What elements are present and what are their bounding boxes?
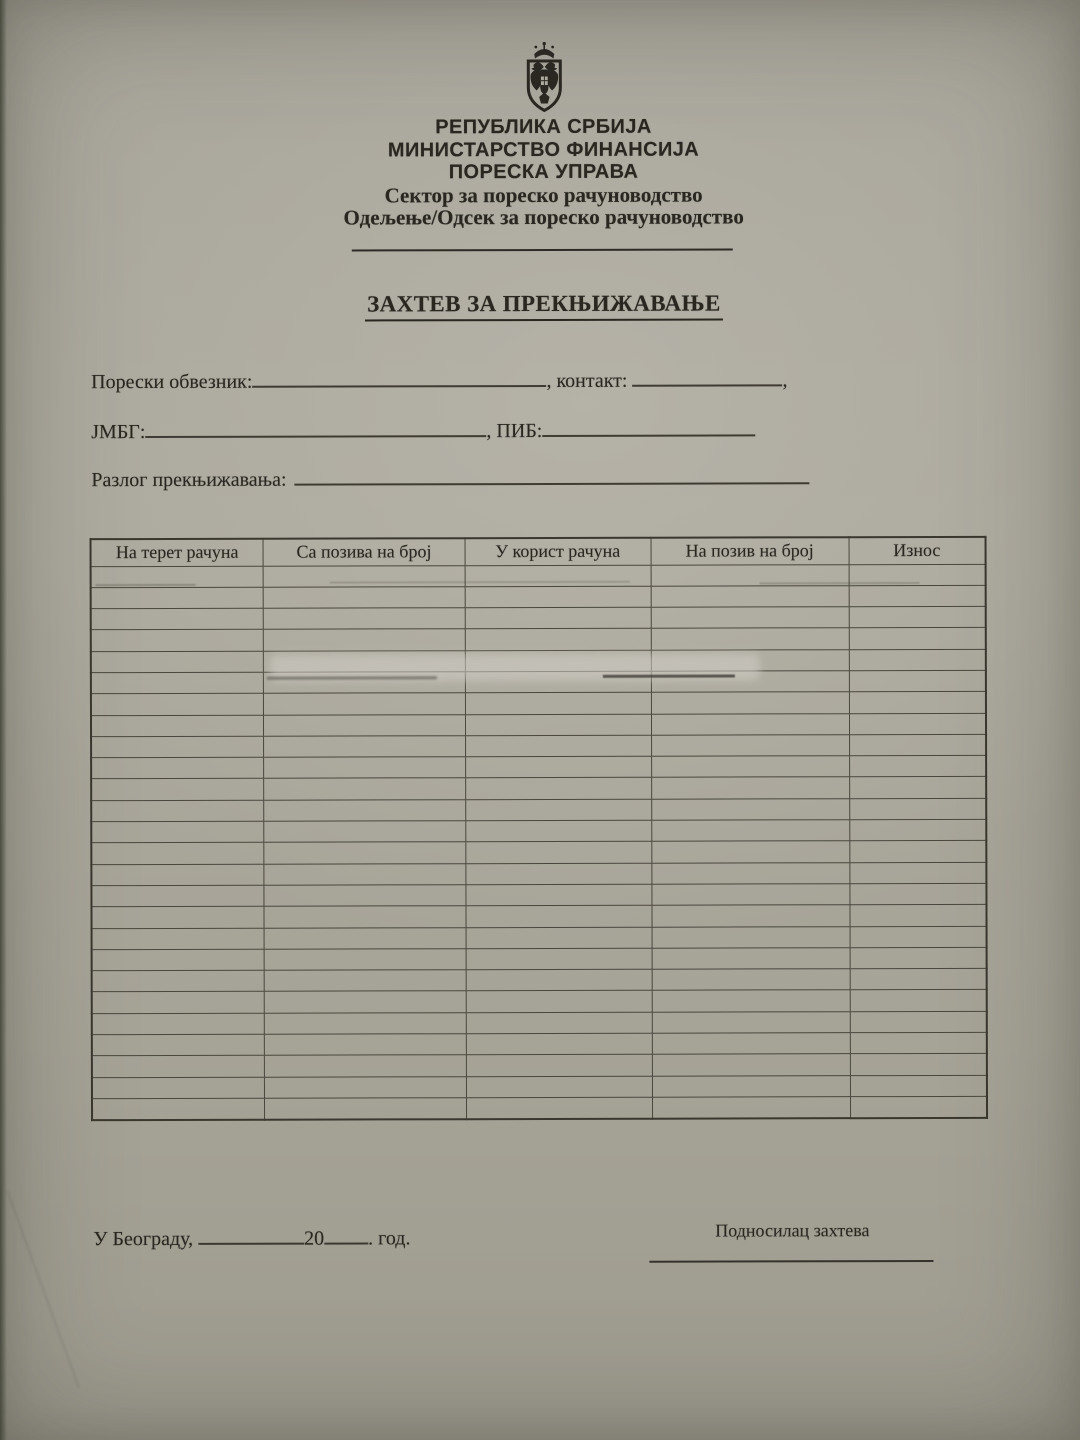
table-cell-empty (265, 1055, 466, 1077)
contact-blank-field (632, 366, 782, 386)
table-cell-empty (264, 970, 465, 992)
table-cell-empty (91, 757, 264, 779)
taxpayer-label: Порески обвезник: (91, 370, 253, 394)
table-cell-empty (849, 585, 986, 607)
table-cell-empty (465, 629, 651, 651)
table-cell-empty (651, 628, 849, 650)
table-cell-empty (91, 736, 264, 758)
table-cell-empty (264, 906, 465, 928)
table-cell-empty (849, 692, 986, 714)
table-cell-empty (849, 883, 986, 905)
table-cell-empty (651, 713, 849, 735)
table-row (92, 1011, 987, 1035)
table-cell-empty (849, 862, 986, 884)
table-cell-empty (652, 1075, 850, 1097)
table-cell-empty (466, 1055, 652, 1077)
table-row (91, 777, 986, 801)
table-cell-empty (850, 926, 987, 948)
table-cell-empty (465, 565, 651, 587)
table-cell-empty (91, 821, 264, 843)
table-cell-empty (265, 1012, 466, 1034)
table-cell-empty (850, 1011, 987, 1033)
table-row (92, 990, 987, 1014)
table-cell-empty (849, 777, 986, 799)
table-cell-empty (264, 991, 465, 1013)
table-cell-empty (652, 1054, 850, 1076)
form-title: ЗАХТЕВ ЗА ПРЕКЊИЖАВАЊЕ (365, 291, 723, 322)
rebooking-table (90, 536, 989, 1121)
table-cell-empty (92, 1013, 265, 1035)
table-cell-empty (466, 1076, 652, 1098)
table-cell-empty (465, 756, 651, 778)
table-cell-empty (651, 607, 849, 629)
table-cell-empty (92, 1034, 265, 1056)
reason-line (91, 464, 809, 492)
table-cell-empty (849, 841, 986, 863)
table-cell-empty (264, 842, 465, 864)
table-cell-empty (465, 586, 651, 608)
table-cell-empty (264, 863, 465, 885)
header-line-sector: Сектор за пореско рачуноводство (384, 182, 703, 208)
table-cell-empty (466, 1033, 652, 1055)
table-cell-empty (850, 947, 987, 969)
table-cell-empty (849, 713, 986, 735)
col-header-amount: Износ (849, 537, 986, 564)
table-cell-empty (264, 821, 465, 843)
table-cell-empty (92, 949, 265, 971)
table-row (91, 841, 986, 865)
jmbg-label: ЈМБГ: (91, 421, 146, 444)
table-cell-empty (92, 970, 265, 992)
year-blank-field (324, 1224, 368, 1244)
handwritten-mark (267, 676, 437, 679)
date-place-line (93, 1224, 410, 1251)
table-cell-empty (651, 735, 849, 757)
erased-pencil-mark (760, 582, 920, 584)
paper-left-edge (0, 0, 7, 1440)
table-cell-empty (466, 927, 652, 949)
table-cell-empty (652, 841, 850, 863)
table-cell-empty (652, 884, 850, 906)
table-cell-empty (850, 1032, 987, 1054)
table-cell-empty (465, 863, 651, 885)
serbian-coat-of-arms-icon (521, 40, 567, 116)
table-cell-empty (652, 969, 850, 991)
year-prefix: 20 (304, 1227, 325, 1250)
table-cell-empty (465, 799, 651, 821)
erased-pencil-mark (96, 584, 196, 586)
table-cell-empty (849, 798, 986, 820)
pib-blank-field (542, 416, 755, 437)
table-cell-empty (466, 884, 652, 906)
title-row (9, 290, 1079, 323)
table-cell-empty (850, 1096, 987, 1118)
table-cell-empty (849, 649, 986, 671)
table-cell-empty (465, 820, 651, 842)
table-cell-empty (264, 736, 465, 758)
table-cell-empty (265, 1098, 466, 1120)
table-cell-empty (91, 587, 264, 609)
table-cell-empty (850, 905, 987, 927)
table-row (92, 1075, 987, 1099)
table-cell-empty (850, 1054, 987, 1076)
reason-blank-field (295, 464, 810, 485)
table-cell-empty (849, 756, 986, 778)
table-cell-empty (91, 608, 264, 630)
table-cell-empty (651, 585, 849, 607)
table-cell-empty (652, 990, 850, 1012)
header-line-department: Одељење/Одсек за пореско рачуноводство (343, 204, 744, 230)
table-cell-empty (466, 969, 652, 991)
table-row (92, 947, 987, 971)
table-cell-empty (849, 734, 986, 756)
table-cell-empty (91, 630, 264, 652)
table-cell-empty (264, 778, 465, 800)
table-row (91, 883, 986, 907)
table-cell-empty (465, 692, 651, 714)
table-cell-empty (263, 608, 464, 630)
header-line-ministry: МИНИСТАРСТВО ФИНАНСИЈА (387, 138, 700, 162)
table-row (92, 1054, 987, 1078)
table-cell-empty (849, 819, 986, 841)
date-blank-field (198, 1225, 304, 1245)
table-cell-empty (264, 714, 465, 736)
table-cell-empty (466, 1012, 652, 1034)
col-header-debit-account: На терет рачуна (91, 539, 264, 566)
table-row (91, 862, 986, 886)
table-cell-empty (92, 928, 265, 950)
table-cell-empty (465, 714, 651, 736)
table-row (91, 798, 986, 822)
table-cell-empty (92, 1077, 265, 1099)
table-cell-empty (265, 1034, 466, 1056)
table-row (92, 1096, 987, 1120)
table-cell-empty (652, 862, 850, 884)
table-cell-empty (92, 992, 265, 1014)
table-cell-empty (264, 927, 465, 949)
table-row (91, 628, 986, 652)
table-cell-empty (92, 1098, 265, 1120)
table-cell-empty (651, 777, 849, 799)
table-header-row (91, 537, 986, 566)
year-suffix: . год. (368, 1227, 411, 1250)
submitter-label: Подносилац захтева (715, 1220, 870, 1241)
table-row (91, 819, 986, 843)
table-row (91, 905, 986, 929)
col-header-credit-account: У корист рачуна (465, 538, 651, 565)
contact-label: , контакт: (546, 369, 628, 392)
table-cell-empty (849, 606, 986, 628)
table-cell-empty (652, 905, 850, 927)
header-divider-line (352, 248, 733, 251)
jmbg-blank-field (145, 417, 486, 438)
header-line-tax-admin: ПОРЕСКА УПРАВА (448, 160, 639, 184)
table-cell-empty (652, 926, 850, 948)
table-cell-empty (264, 799, 465, 821)
table-cell-empty (91, 694, 264, 716)
table-cell-empty (466, 905, 652, 927)
reason-label: Разлог прекњижавања: (91, 468, 287, 492)
table-cell-empty (651, 798, 849, 820)
table-cell-empty (465, 778, 651, 800)
table-cell-empty (91, 906, 264, 928)
table-cell-empty (91, 864, 264, 886)
table-cell-empty (850, 968, 987, 990)
col-header-from-reference: Са позива на број (263, 538, 464, 566)
table-cell-empty (264, 949, 465, 971)
table-cell-empty (91, 715, 264, 737)
taxpayer-line (91, 366, 787, 394)
header-line-republic: РЕПУБЛИКА СРБИЈА (435, 115, 652, 139)
table-cell-empty (264, 757, 465, 779)
signature-line (649, 1260, 933, 1263)
table-cell-empty (263, 629, 464, 651)
col-header-to-reference: На позив на број (651, 537, 849, 565)
table-cell-empty (263, 586, 464, 608)
table-cell-empty (652, 948, 850, 970)
table-cell-empty (91, 800, 264, 822)
table-cell-empty (466, 991, 652, 1013)
table-cell-empty (849, 670, 986, 692)
pib-label: , ПИБ: (486, 419, 543, 443)
table-cell-empty (91, 672, 264, 694)
table-header (91, 537, 986, 566)
table-row (91, 606, 986, 630)
table-cell-empty (91, 651, 264, 673)
handwritten-mark (603, 674, 735, 677)
table-cell-empty (91, 779, 264, 801)
jmbg-line (91, 416, 755, 444)
table-cell-empty (652, 820, 850, 842)
table-cell-empty (91, 885, 264, 907)
table-cell-empty (465, 735, 651, 757)
table-cell-empty (264, 885, 465, 907)
table-cell-empty (651, 756, 849, 778)
table-cell-empty (91, 843, 264, 865)
table-cell-empty (652, 1011, 850, 1033)
place-label: У Београду, (93, 1227, 194, 1251)
table-row (92, 1032, 987, 1056)
table-cell-empty (850, 1075, 987, 1097)
table-cell-empty (92, 1056, 265, 1078)
table-row (91, 713, 986, 737)
taxpayer-blank-field (252, 367, 546, 388)
table-row (91, 756, 986, 780)
contact-comma: , (782, 369, 788, 392)
table-cell-empty (466, 1097, 652, 1119)
table-cell-empty (465, 842, 651, 864)
table-row (92, 926, 987, 950)
table-body (91, 564, 987, 1120)
table-cell-empty (265, 1076, 466, 1098)
table-cell-empty (652, 1033, 850, 1055)
table-cell-empty (652, 1097, 850, 1119)
table-cell-empty (651, 692, 849, 714)
table-cell-empty (466, 948, 652, 970)
table-row (91, 692, 986, 716)
table-cell-empty (849, 628, 986, 650)
table-cell-empty (263, 565, 464, 587)
table-row (91, 734, 986, 758)
table-row (91, 585, 986, 609)
table-row (92, 968, 987, 992)
table-cell-empty (264, 693, 465, 715)
table-cell-empty (465, 607, 651, 629)
table-cell-empty (850, 990, 987, 1012)
